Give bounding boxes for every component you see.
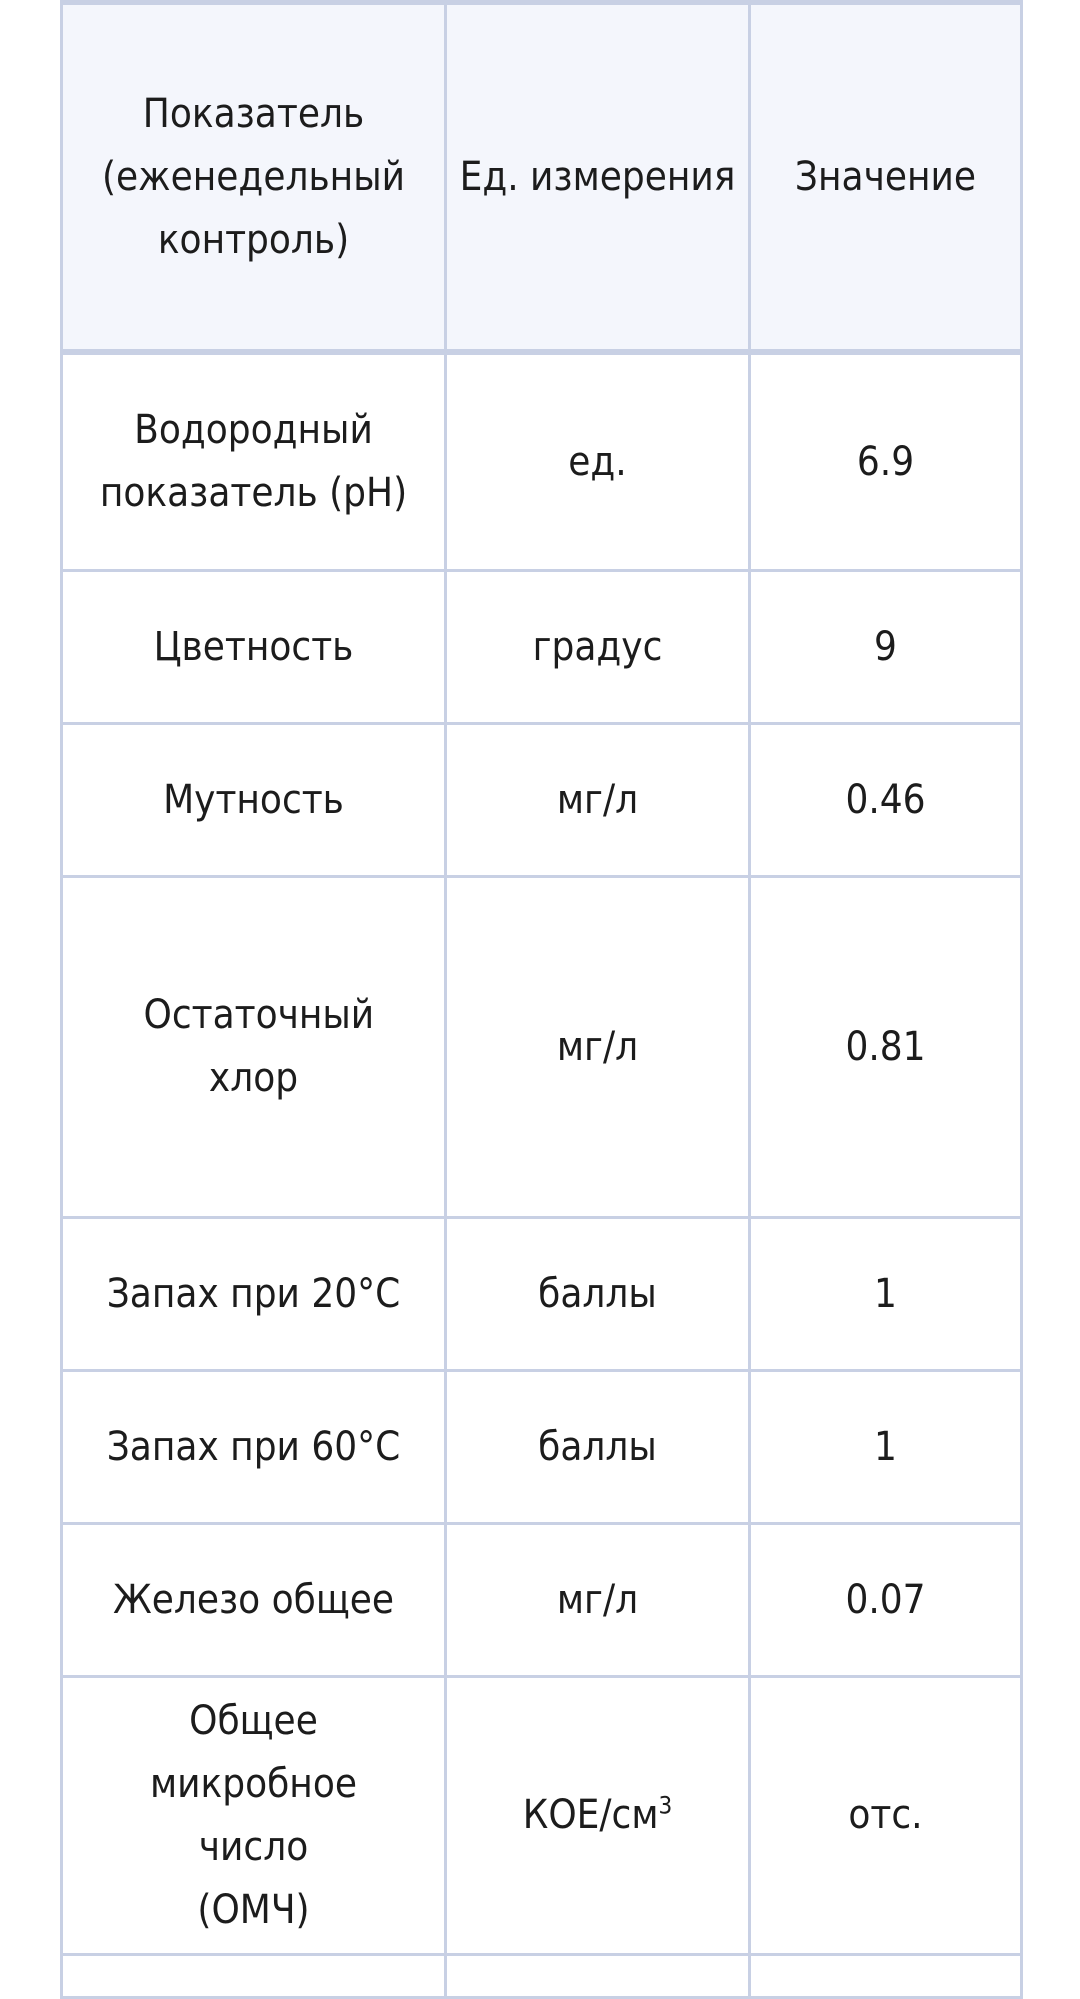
- header-value: Значение: [750, 3, 1022, 353]
- table-body: [62, 352, 1022, 1998]
- water-quality-table: [60, 0, 1023, 1999]
- unit-superscript: 3: [658, 1791, 673, 1820]
- cell-empty: [62, 1955, 446, 1998]
- header-row: [62, 3, 1022, 353]
- table-row: [62, 1371, 1022, 1524]
- water-quality-table-container: [60, 0, 1020, 1999]
- cell-unit: ед.: [446, 352, 750, 571]
- cell-value: 6.9: [750, 352, 1022, 571]
- table-row: [62, 352, 1022, 571]
- cell-indicator-text: Остаточный хлор: [143, 992, 375, 1101]
- table-row: [62, 1524, 1022, 1677]
- cell-unit: баллы: [446, 1218, 750, 1371]
- cell-indicator: Цветность: [62, 571, 446, 724]
- cell-indicator: Запах при 20°С: [62, 1218, 446, 1371]
- cell-value: 9: [750, 571, 1022, 724]
- table-header: [62, 3, 1022, 353]
- table-row: [62, 724, 1022, 877]
- table-row: [62, 1677, 1022, 1955]
- cell-indicator: Железо общее: [62, 1524, 446, 1677]
- cell-unit: мг/л: [446, 877, 750, 1218]
- cell-value: 0.81: [750, 877, 1022, 1218]
- unit-base: КОЕ/см: [522, 1792, 659, 1838]
- cell-value: 0.46: [750, 724, 1022, 877]
- cell-value: 1: [750, 1371, 1022, 1524]
- cell-value: 1: [750, 1218, 1022, 1371]
- table-row: [62, 571, 1022, 724]
- cell-indicator-text: Общее микробное число (ОМЧ): [149, 1697, 357, 1933]
- table-row-partial: [62, 1955, 1022, 1998]
- cell-indicator: Водородный показатель (pH): [62, 352, 446, 571]
- cell-unit: мг/л: [446, 724, 750, 877]
- header-unit: Ед. измерения: [446, 3, 750, 353]
- cell-unit: градус: [446, 571, 750, 724]
- cell-empty: [446, 1955, 750, 1998]
- cell-indicator: Мутность: [62, 724, 446, 877]
- cell-indicator: Запах при 60°С: [62, 1371, 446, 1524]
- cell-indicator: [62, 1677, 446, 1955]
- cell-unit: мг/л: [446, 1524, 750, 1677]
- header-indicator: Показатель (еженедельный контроль): [62, 3, 446, 353]
- cell-value: 0.07: [750, 1524, 1022, 1677]
- cell-unit: [446, 1677, 750, 1955]
- cell-empty: [750, 1955, 1022, 1998]
- table-row: [62, 1218, 1022, 1371]
- table-row: [62, 877, 1022, 1218]
- cell-value: отс.: [750, 1677, 1022, 1955]
- cell-indicator: [62, 877, 446, 1218]
- cell-unit: баллы: [446, 1371, 750, 1524]
